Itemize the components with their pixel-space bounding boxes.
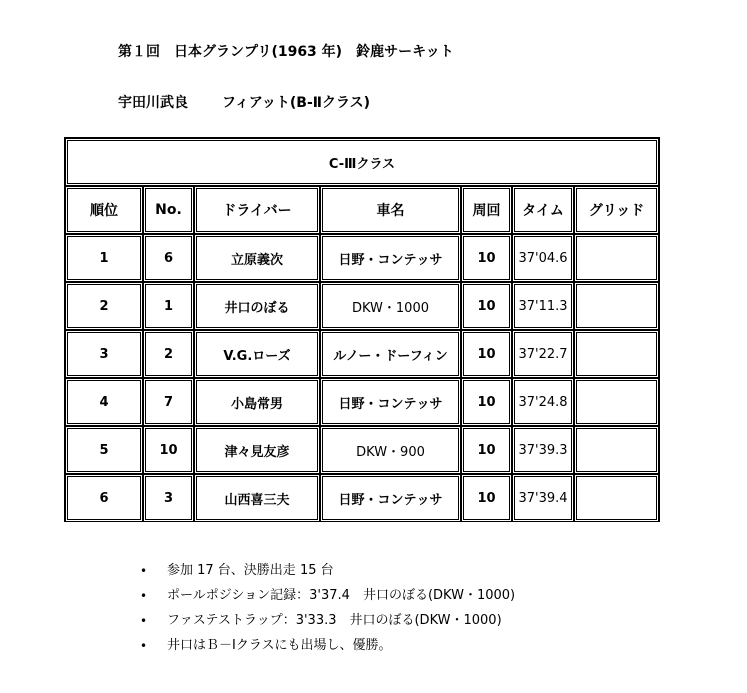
- header-row: [65, 186, 659, 234]
- driver-car-class: フィアット(B-Ⅱクラス): [222, 95, 370, 111]
- cell-position: 5: [65, 426, 143, 474]
- cell-driver: 山西喜三夫: [194, 474, 320, 522]
- cell-grid: [574, 234, 659, 282]
- header-driver: ドライバー: [194, 186, 320, 234]
- header-number: No.: [143, 186, 194, 234]
- cell-number: 3: [143, 474, 194, 522]
- bullet-icon: •: [140, 564, 148, 578]
- cell-position: 6: [65, 474, 143, 522]
- table-row: [65, 426, 659, 474]
- cell-driver: 立原義次: [194, 234, 320, 282]
- list-item: [140, 586, 515, 611]
- cell-position: 2: [65, 282, 143, 330]
- cell-number: 2: [143, 330, 194, 378]
- cell-time: 37'22.7: [512, 330, 574, 378]
- cell-number: 7: [143, 378, 194, 426]
- cell-car: ルノー・ドーフィン: [320, 330, 461, 378]
- header-grid: グリッド: [574, 186, 659, 234]
- cell-time: 37'04.6: [512, 234, 574, 282]
- notes-list: [140, 561, 515, 661]
- note-text: 井口はＢ－Ⅰクラスにも出場し、優勝。: [167, 638, 392, 653]
- table-row: [65, 234, 659, 282]
- list-item: [140, 561, 515, 586]
- cell-laps: 10: [461, 330, 512, 378]
- header-time: タイム: [512, 186, 574, 234]
- cell-position: 1: [65, 234, 143, 282]
- cell-grid: [574, 426, 659, 474]
- cell-car: DKW・1000: [320, 282, 461, 330]
- cell-grid: [574, 474, 659, 522]
- cell-laps: 10: [461, 474, 512, 522]
- bullet-icon: •: [140, 589, 148, 603]
- cell-number: 10: [143, 426, 194, 474]
- cell-driver: V.G.ローズ: [194, 330, 320, 378]
- note-text: ポールポジション記録：3'37.4 井口のぼる(DKW・1000): [167, 588, 516, 603]
- page-title: 第１回 日本グランプリ(1963 年) 鈴鹿サーキット: [118, 44, 454, 60]
- header-laps: 周回: [461, 186, 512, 234]
- header-position: 順位: [65, 186, 143, 234]
- list-item: [140, 611, 515, 636]
- cell-laps: 10: [461, 234, 512, 282]
- cell-number: 6: [143, 234, 194, 282]
- driver-name: 宇田川武良: [118, 95, 188, 111]
- cell-time: 37'24.8: [512, 378, 574, 426]
- cell-car: 日野・コンテッサ: [320, 378, 461, 426]
- table-row: [65, 282, 659, 330]
- cell-grid: [574, 378, 659, 426]
- header-car: 車名: [320, 186, 461, 234]
- cell-number: 1: [143, 282, 194, 330]
- cell-laps: 10: [461, 378, 512, 426]
- cell-laps: 10: [461, 426, 512, 474]
- cell-driver: 井口のぼる: [194, 282, 320, 330]
- cell-laps: 10: [461, 282, 512, 330]
- note-text: 参加 17 台、決勝出走 15 台: [167, 563, 334, 578]
- bullet-icon: •: [140, 639, 148, 653]
- cropped-previous-line: [110, 0, 420, 2]
- cell-driver: 津々見友彦: [194, 426, 320, 474]
- note-text: ファステストラップ：3'33.3 井口のぼる(DKW・1000): [167, 613, 502, 628]
- cell-car: 日野・コンテッサ: [320, 234, 461, 282]
- table-row: [65, 378, 659, 426]
- cell-car: DKW・900: [320, 426, 461, 474]
- table-row: [65, 330, 659, 378]
- cell-time: 37'39.4: [512, 474, 574, 522]
- bullet-icon: •: [140, 614, 148, 628]
- cell-time: 37'39.3: [512, 426, 574, 474]
- class-caption: C-Ⅲクラス: [65, 138, 659, 186]
- cell-position: 4: [65, 378, 143, 426]
- list-item: [140, 636, 515, 661]
- results-table: [64, 137, 660, 522]
- cell-car: 日野・コンテッサ: [320, 474, 461, 522]
- cell-driver: 小島常男: [194, 378, 320, 426]
- cell-grid: [574, 330, 659, 378]
- cell-position: 3: [65, 330, 143, 378]
- cell-grid: [574, 282, 659, 330]
- caption-row: [65, 138, 659, 186]
- cell-time: 37'11.3: [512, 282, 574, 330]
- driver-line: [118, 92, 370, 112]
- table-row: [65, 474, 659, 522]
